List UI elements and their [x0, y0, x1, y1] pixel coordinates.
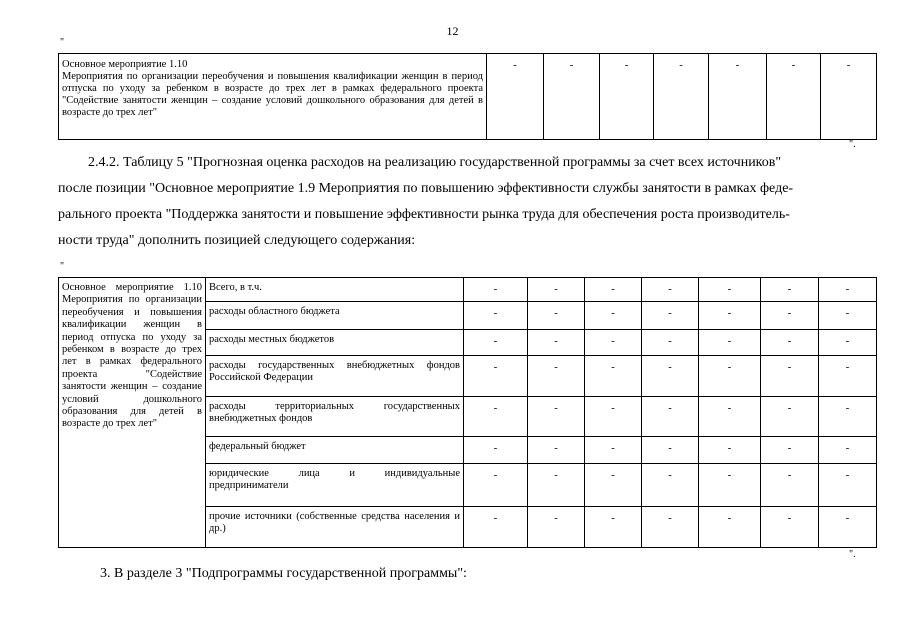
- row-label: юридические лица и индивидуальные предприниматели: [206, 464, 464, 507]
- value-cell: -: [585, 397, 642, 437]
- event-lead-cell: Основное мероприятие 1.10 Мероприятия по организации переобучения и повышения квалификации женщин в период отпуска по уходу за ребенком в возрасте до трех лет в рамках федерального проекта "Содействие занятости женщин – создание условий дошкольного образования для детей в возрасте до трех лет": [59, 278, 206, 548]
- opening-quote: ": [60, 37, 65, 48]
- value-cell: -: [819, 464, 877, 507]
- value-cell: -: [699, 302, 761, 330]
- value-cell: -: [699, 507, 761, 548]
- value-cell: -: [761, 302, 819, 330]
- value-cell: -: [528, 397, 585, 437]
- value-cell: -: [699, 356, 761, 397]
- value-cell: -: [819, 356, 877, 397]
- value-cell: -: [819, 507, 877, 548]
- row-label: расходы областного бюджета: [206, 302, 464, 330]
- paragraph-line: 2.4.2. Таблицу 5 "Прогнозная оценка расходов на реализацию государственной программы за счет всех источников": [88, 155, 782, 170]
- value-cell: -: [821, 54, 877, 140]
- value-cell: -: [585, 464, 642, 507]
- section-3-heading: 3. В разделе 3 "Подпрограммы государственной программы":: [100, 566, 467, 581]
- value-cell: -: [585, 302, 642, 330]
- event-text: Мероприятия по организации переобучения и повышения квалификации женщин в период отпуска по уходу за ребенком в возрасте до трех лет в рамках федерального проекта "Содействие занятости женщин – создание условий дошкольного образования для детей в возрасте до трех лет": [62, 71, 483, 118]
- value-cell: -: [642, 397, 699, 437]
- table-row: [59, 278, 877, 302]
- row-label: расходы территориальных государственных внебюджетных фондов: [206, 397, 464, 437]
- value-cell: -: [528, 302, 585, 330]
- value-cell: -: [761, 356, 819, 397]
- value-cell: -: [544, 54, 600, 140]
- value-cell: -: [528, 464, 585, 507]
- value-cell: -: [761, 397, 819, 437]
- value-cell: -: [761, 437, 819, 464]
- event-title: Основное мероприятие 1.10: [62, 59, 188, 70]
- value-cell: -: [464, 356, 528, 397]
- value-cell: -: [585, 330, 642, 356]
- row-label: расходы государственных внебюджетных фондов Российской Федерации: [206, 356, 464, 397]
- value-cell: -: [761, 330, 819, 356]
- opening-quote: ": [60, 261, 65, 272]
- value-cell: -: [642, 302, 699, 330]
- closing-quote: ".: [849, 139, 856, 150]
- table-event-1-10: [58, 53, 877, 140]
- value-cell: -: [600, 54, 654, 140]
- paragraph-line: после позиции "Основное мероприятие 1.9 Мероприятия по повышению эффективности службы занятости в рамках феде-: [58, 181, 794, 196]
- row-label: Всего, в т.ч.: [206, 278, 464, 302]
- value-cell: -: [709, 54, 767, 140]
- paragraph-line: рального проекта "Поддержка занятости и повышение эффективности рынка труда для обеспечения роста производитель-: [58, 207, 790, 222]
- value-cell: -: [699, 397, 761, 437]
- value-cell: -: [642, 356, 699, 397]
- value-cell: -: [585, 437, 642, 464]
- value-cell: -: [528, 507, 585, 548]
- value-cell: -: [528, 356, 585, 397]
- closing-quote: ".: [849, 549, 856, 560]
- value-cell: -: [585, 278, 642, 302]
- row-label: прочие источники (собственные средства населения и др.): [206, 507, 464, 548]
- value-cell: -: [819, 437, 877, 464]
- event-description-cell: [59, 54, 487, 140]
- row-label: расходы местных бюджетов: [206, 330, 464, 356]
- value-cell: -: [699, 437, 761, 464]
- value-cell: -: [528, 330, 585, 356]
- value-cell: -: [761, 278, 819, 302]
- value-cell: -: [464, 464, 528, 507]
- value-cell: -: [487, 54, 544, 140]
- value-cell: -: [642, 278, 699, 302]
- row-label: федеральный бюджет: [206, 437, 464, 464]
- table-row: [59, 54, 877, 140]
- value-cell: -: [699, 464, 761, 507]
- paragraph-line: ности труда" дополнить позицией следующего содержания:: [58, 233, 416, 248]
- value-cell: -: [699, 330, 761, 356]
- value-cell: -: [464, 507, 528, 548]
- value-cell: -: [528, 437, 585, 464]
- amendment-paragraph: [58, 150, 876, 254]
- value-cell: -: [699, 278, 761, 302]
- value-cell: -: [585, 356, 642, 397]
- value-cell: -: [642, 437, 699, 464]
- value-cell: -: [464, 437, 528, 464]
- value-cell: -: [585, 507, 642, 548]
- value-cell: -: [642, 330, 699, 356]
- value-cell: -: [642, 507, 699, 548]
- value-cell: -: [528, 278, 585, 302]
- value-cell: -: [767, 54, 821, 140]
- table-expense-forecast: [58, 277, 877, 548]
- value-cell: -: [819, 278, 877, 302]
- value-cell: -: [761, 507, 819, 548]
- value-cell: -: [654, 54, 709, 140]
- value-cell: -: [819, 397, 877, 437]
- value-cell: -: [642, 464, 699, 507]
- value-cell: -: [761, 464, 819, 507]
- page-number: 12: [446, 24, 459, 38]
- value-cell: -: [464, 330, 528, 356]
- value-cell: -: [464, 302, 528, 330]
- value-cell: -: [819, 330, 877, 356]
- value-cell: -: [464, 397, 528, 437]
- value-cell: -: [464, 278, 528, 302]
- value-cell: -: [819, 302, 877, 330]
